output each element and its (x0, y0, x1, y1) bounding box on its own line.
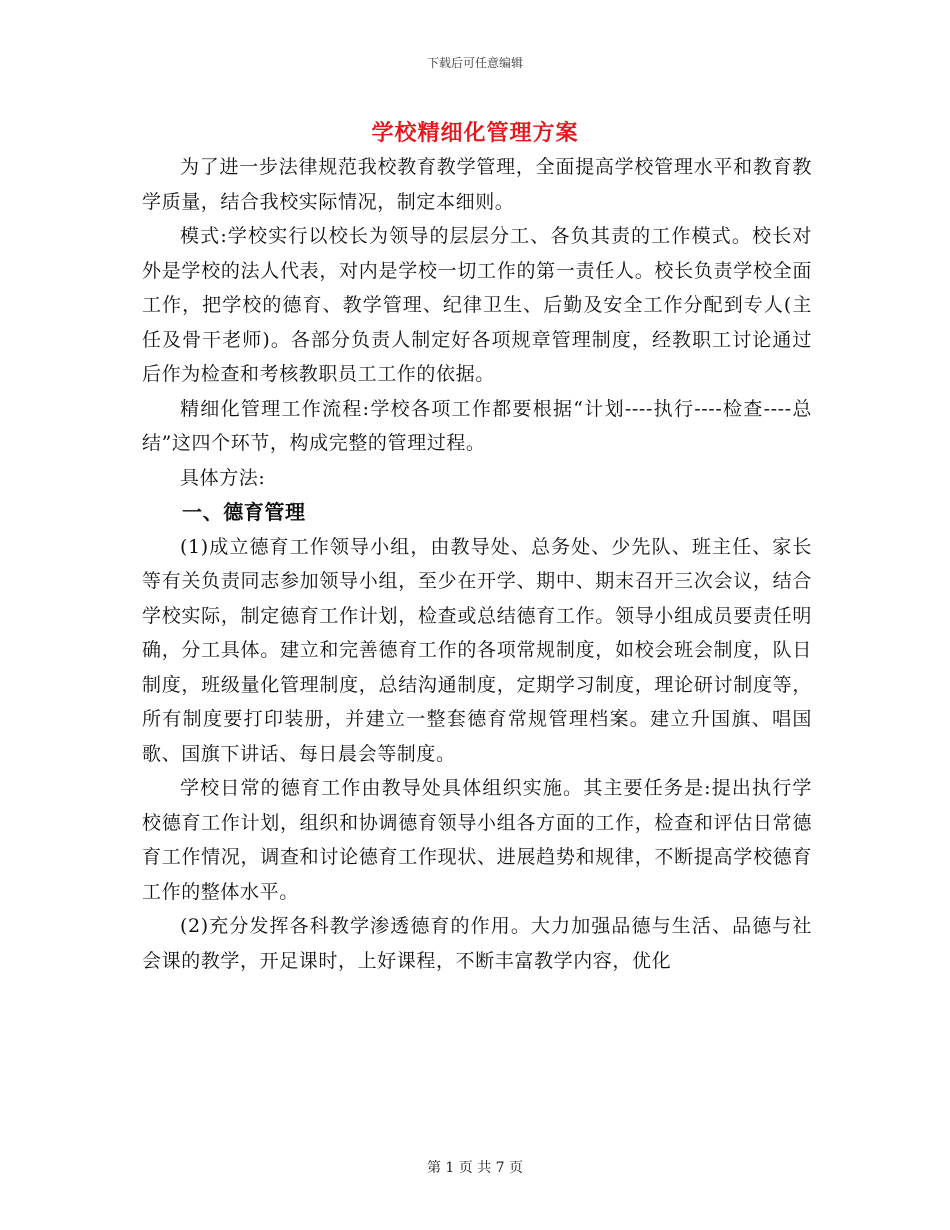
header-note: 下载后可任意编辑 (426, 56, 523, 70)
page-number: 第 1 页 共 7 页 (426, 1160, 524, 1176)
document-body (142, 150, 812, 978)
process-paragraph: 精细化管理工作流程:学校各项工作都要根据“计划----执行----检查----总结”这四个环节，构成完整的管理过程。 (142, 397, 812, 454)
document-title: 学校精细化管理方案 (371, 120, 579, 146)
mode-paragraph: 模式:学校实行以校长为领导的层层分工、各负其责的工作模式。校长对外是学校的法人代表，对内是学校一切工作的第一责任人。校长负责学校全面工作，把学校的德育、教学管理、纪律卫生、后勤及安全工作分配到专人(主任及骨干老师)。各部分负责人制定好各项规章管理制度，经教职工讨论通过后作为检查和考核教职员工工作的依据。 (142, 225, 812, 385)
methods-label: 具体方法: (180, 466, 266, 489)
section1-paragraph-2: 学校日常的德育工作由教导处具体组织实施。其主要任务是:提出执行学校德育工作计划，组织和协调德育领导小组各方面的工作，检查和评估日常德育工作情况，调查和讨论德育工作现状、进展趋势和规律，不断提高学校德育工作的整体水平。 (142, 777, 812, 903)
section1-paragraph-3: (2)充分发挥各科教学渗透德育的作用。大力加强品德与生活、品德与社会课的教学，开足课时，上好课程，不断丰富教学内容，优化 (142, 915, 812, 972)
section1-paragraph-1: (1)成立德育工作领导小组，由教导处、总务处、少先队、班主任、家长等有关负责同志参加领导小组，至少在开学、期中、期末召开三次会议，结合学校实际，制定德育工作计划，检查或总结德育工作。领导小组成员要责任明确，分工具体。建立和完善德育工作的各项常规制度，如校会班会制度，队日制度，班级量化管理制度，总结沟通制度，定期学习制度，理论研讨制度等，所有制度要打印装册，并建立一整套德育常规管理档案。建立升国旗、唱国歌、国旗下讲话、每日晨会等制度。 (142, 535, 812, 765)
intro-paragraph: 为了进一步法律规范我校教育教学管理，全面提高学校管理水平和教育教学质量，结合我校实际情况，制定本细则。 (142, 156, 812, 213)
section-heading-moral-education: 一、德育管理 (182, 500, 306, 524)
